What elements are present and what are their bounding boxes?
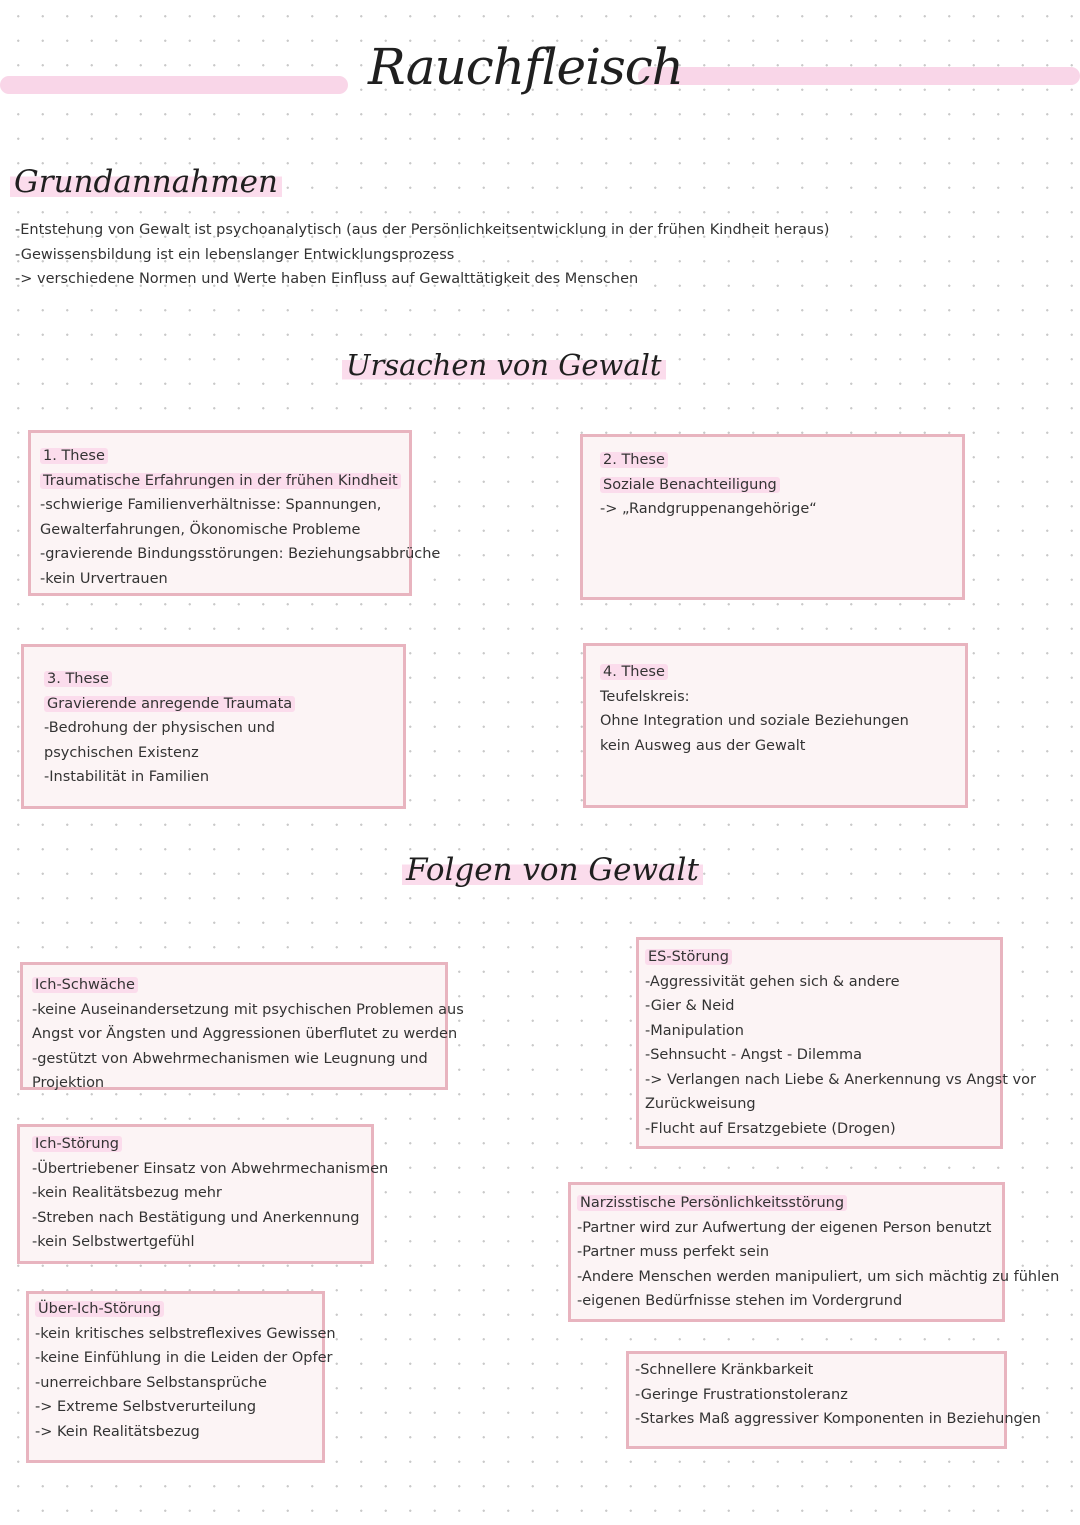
ich-stoerung-line: -Streben nach Bestätigung und Anerkennung	[32, 1209, 360, 1226]
ursachen-heading: Ursachen von Gewalt	[342, 348, 666, 382]
es-stoerung-line: -Sehnsucht - Angst - Dilemma	[645, 1047, 863, 1063]
these-3-line: psychischen Existenz	[44, 744, 199, 761]
es-stoerung-line: -Flucht auf Ersatzgebiete (Drogen)	[645, 1120, 896, 1137]
these-2-box	[580, 434, 965, 600]
grundannahmen-text	[15, 218, 829, 292]
ueber-ich-stoerung-line: -unerreichbare Selbstansprüche	[35, 1374, 267, 1391]
ueber-ich-stoerung-line: -keine Einfühlung in die Leiden der Opfer	[35, 1350, 333, 1366]
ich-schwaeche-box	[20, 962, 464, 1091]
ich-schwaeche-line: Projektion	[32, 1075, 105, 1091]
ueber-ich-stoerung-line: -> Extreme Selbstverurteilung	[35, 1399, 257, 1415]
these-1-line: -gravierende Bindungsstörungen: Beziehungsabbrüche	[40, 546, 441, 562]
ich-stoerung-title: Ich-Störung	[32, 1132, 362, 1157]
ich-schwaeche-line: -gestützt von Abwehrmechanismen wie Leugnung und	[32, 1050, 428, 1067]
these-3-line: -Instabilität in Familien	[44, 769, 210, 785]
these-4-title: Teufelskreis:	[600, 688, 690, 705]
ueber-ich-stoerung-box	[26, 1291, 336, 1463]
grundannahmen-line: -> verschiedene Normen und Werte haben Einfluss auf Gewalttätigkeit des Menschen	[15, 271, 639, 287]
sonstige-folgen-line: -Schnellere Kränkbarkeit	[635, 1362, 814, 1378]
these-1-line: -schwierige Familienverhältnisse: Spannungen,	[40, 497, 382, 513]
narzissmus-title: Narzisstische Persönlichkeitsstörung	[577, 1191, 993, 1216]
ich-stoerung-line: -kein Realitätsbezug mehr	[32, 1185, 222, 1201]
ueber-ich-stoerung-title: Über-Ich-Störung	[35, 1297, 313, 1322]
es-stoerung-line: Zurückweisung	[645, 1096, 756, 1112]
narzissmus-line: -eigenen Bedürfnisse stehen im Vordergrund	[577, 1293, 903, 1309]
sonstige-folgen-line: -Geringe Frustrationstoleranz	[635, 1386, 848, 1403]
es-stoerung-line: -Aggressivität gehen sich & andere	[645, 973, 900, 990]
es-stoerung-line: -Manipulation	[645, 1022, 744, 1039]
these-2-title: Soziale Benachteiligung	[600, 473, 953, 498]
these-1-line: Gewalterfahrungen, Ökonomische Probleme	[40, 521, 361, 538]
page-title: Rauchfleisch	[368, 38, 683, 96]
ueber-ich-stoerung-line: -kein kritisches selbstreflexives Gewissen	[35, 1325, 336, 1342]
ich-stoerung-box	[17, 1124, 389, 1264]
sonstige-folgen-line: -Starkes Maß aggressiver Komponenten in Beziehungen	[635, 1411, 1041, 1427]
ich-schwaeche-title: Ich-Schwäche	[32, 973, 436, 998]
these-1-box	[28, 430, 441, 596]
these-4-label: 4. These	[600, 660, 956, 685]
narzissmus-line: -Partner muss perfekt sein	[577, 1244, 770, 1260]
ich-stoerung-line: -kein Selbstwertgefühl	[32, 1234, 195, 1250]
these-3-label: 3. These	[44, 667, 394, 692]
narzissmus-box	[568, 1182, 1060, 1322]
title-band-left	[0, 76, 348, 94]
narzissmus-line: -Andere Menschen werden manipuliert, um sich mächtig zu fühlen	[577, 1268, 1060, 1285]
these-1-label: 1. These	[40, 444, 400, 469]
grundannahmen-line: -Entstehung von Gewalt ist psychoanalytisch (aus der Persönlichkeitsentwicklung in der frühen Kindheit heraus)	[15, 222, 830, 238]
grundannahmen-line: -Gewissensbildung ist ein lebenslanger Entwicklungsprozess	[15, 246, 455, 263]
these-3-line: -Bedrohung der physischen und	[44, 720, 275, 736]
es-stoerung-title: ES-Störung	[645, 945, 991, 970]
these-2-label: 2. These	[600, 448, 953, 473]
es-stoerung-line: -> Verlangen nach Liebe & Anerkennung vs Angst vor	[645, 1071, 1036, 1088]
ich-stoerung-line: -Übertriebener Einsatz von Abwehrmechanismen	[32, 1160, 389, 1177]
these-4-line: Ohne Integration und soziale Beziehungen	[600, 713, 909, 729]
these-3-title: Gravierende anregende Traumata	[44, 692, 394, 717]
these-1-title: Traumatische Erfahrungen in der frühen Kindheit	[40, 469, 400, 494]
narzissmus-line: -Partner wird zur Aufwertung der eigenen Person benutzt	[577, 1219, 992, 1236]
folgen-heading: Folgen von Gewalt	[402, 852, 703, 888]
ich-schwaeche-line: Angst vor Ängsten und Aggressionen überflutet zu werden	[32, 1026, 458, 1042]
these-4-line: kein Ausweg aus der Gewalt	[600, 737, 806, 754]
these-4-box	[583, 643, 968, 808]
these-3-box	[21, 644, 406, 809]
es-stoerung-line: -Gier & Neid	[645, 998, 735, 1014]
these-1-line: -kein Urvertrauen	[40, 570, 168, 587]
sonstige-folgen-box	[626, 1351, 1041, 1449]
es-stoerung-box	[636, 937, 1036, 1149]
ich-schwaeche-line: -keine Auseinandersetzung mit psychischen Problemen aus	[32, 1001, 464, 1018]
these-2-line: -> „Randgruppenangehörige“	[600, 501, 817, 517]
ueber-ich-stoerung-line: -> Kein Realitätsbezug	[35, 1423, 200, 1440]
title-band-right	[638, 67, 1080, 85]
grundannahmen-heading: Grundannahmen	[10, 164, 282, 200]
